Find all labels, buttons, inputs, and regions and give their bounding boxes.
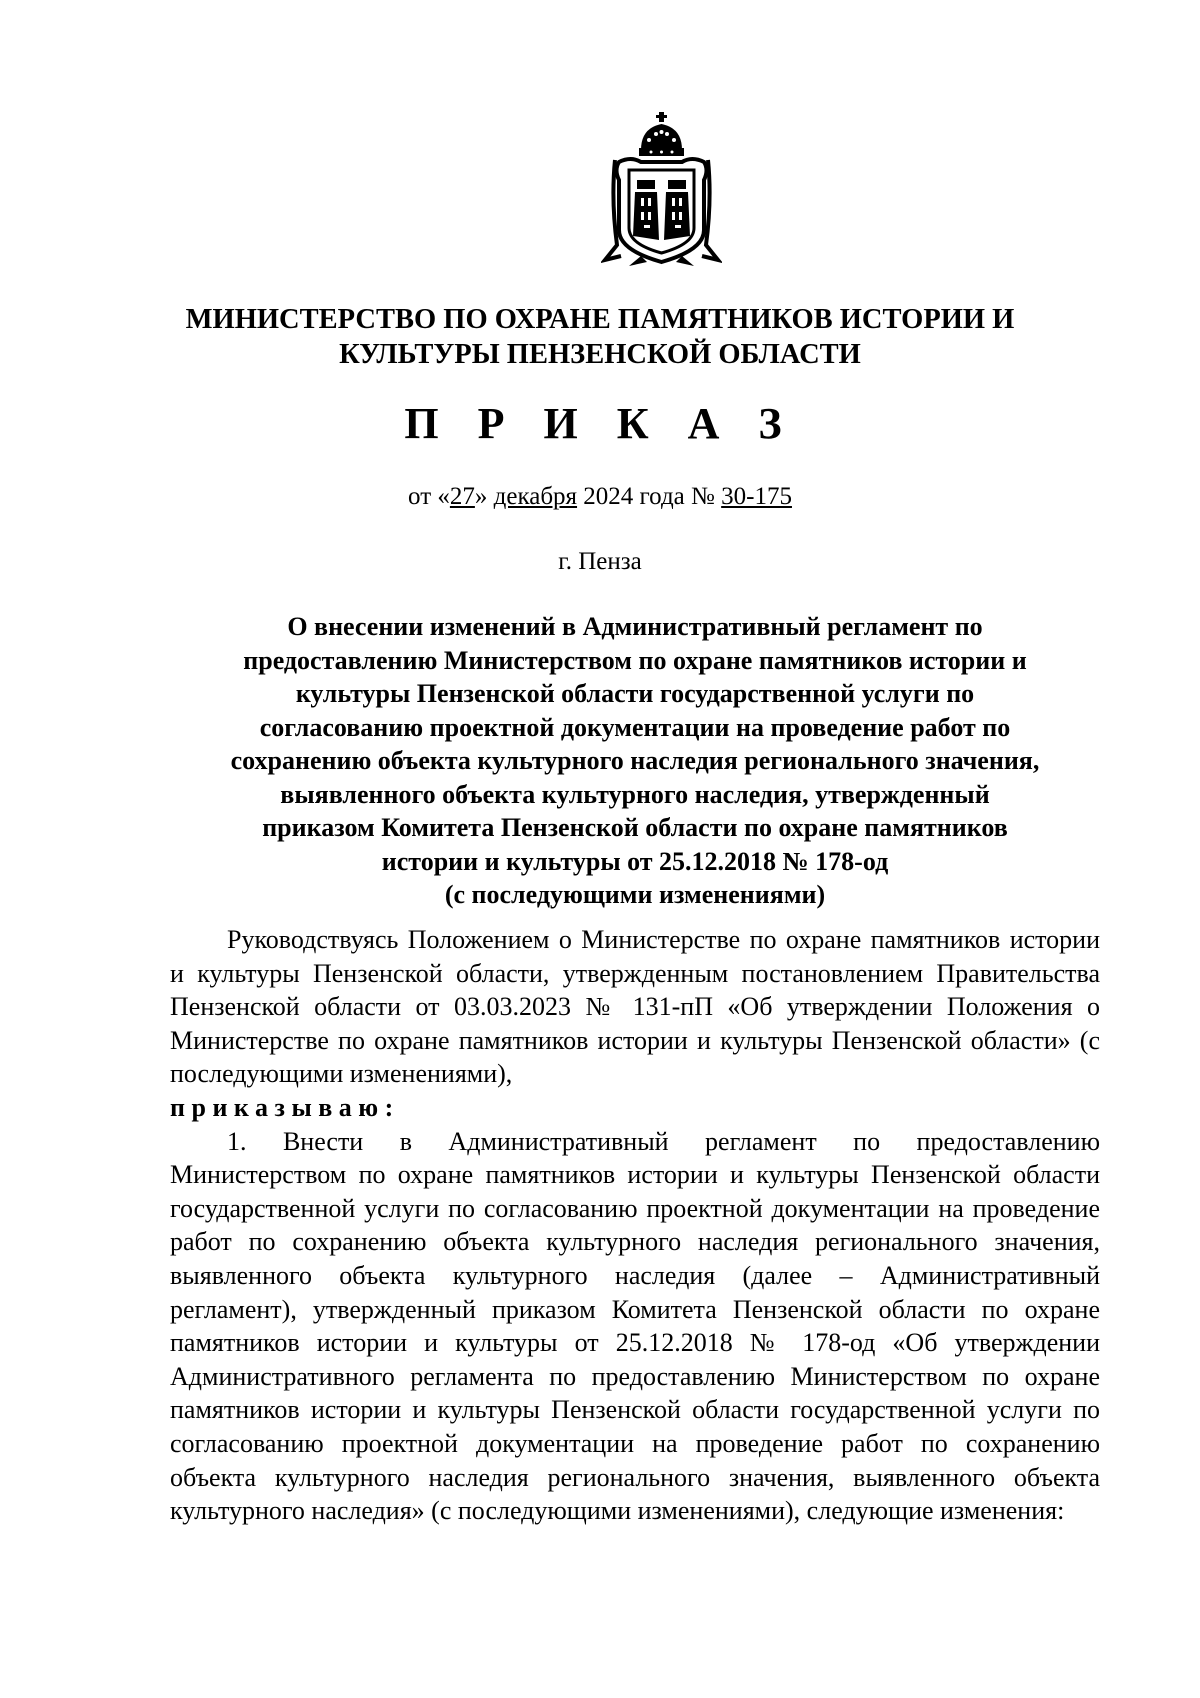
subject-line: (с последующими изменениями)	[444, 880, 826, 909]
order-body	[170, 923, 1100, 1528]
subject-line: предоставлению Министерством по охране памятников истории и	[243, 645, 1027, 675]
city: г. Пенза	[558, 548, 642, 575]
order-year: 2024 года №	[577, 483, 722, 510]
subject-line: культуры Пензенской области государственной услуги по	[295, 679, 975, 708]
penza-coat-of-arms-icon	[601, 110, 722, 270]
preamble-paragraph: Руководствуясь Положением о Министерстве по охране памятников истории и культуры Пензенской области, утвержденным постановлением Правительства Пензенской области от 03.03.2023 № 131-пП «Об утверждении Положения о Министерстве по охране памятников истории и культуры Пензенской области» (с последующими изменениями),	[170, 925, 1100, 1089]
order-subject	[170, 610, 1100, 912]
ministry-name	[150, 302, 1050, 372]
order-date-line	[150, 483, 1050, 511]
order-number: 30-175	[721, 483, 792, 510]
subject-line: согласованию проектной документации на проведение работ по	[259, 712, 1011, 742]
subject-line: сохранению объекта культурного наследия регионального значения,	[230, 746, 1040, 775]
date-mid: »	[474, 483, 494, 510]
subject-line: приказом Комитета Пензенской области по охране памятников	[262, 813, 1008, 842]
ministry-line-1: МИНИСТЕРСТВО ПО ОХРАНЕ ПАМЯТНИКОВ ИСТОРИИ И	[185, 304, 1015, 335]
order-title: П Р И К А З	[404, 399, 796, 448]
subject-line: истории и культуры от 25.12.2018 № 178-од	[381, 846, 889, 876]
order-month: декабря	[493, 483, 578, 510]
item-1-paragraph: 1. Внести в Административный регламент по предоставлению Министерством по охране памятников истории и культуры Пензенской области государственной услуги по согласованию проектной документации на проведение работ по сохранению объекта культурного наследия регионального значения, выявленного объекта культурного наследия (далее – Административный регламент), утвержденный приказом Комитета Пензенской области по охране памятников истории и культуры от 25.12.2018 № 178-од «Об утверждении Административного регламента по предоставлению Министерством по охране памятников истории и культуры Пензенской области государственной услуги по согласованию проектной документации на проведение работ по сохранению объекта культурного наследия регионального значения, выявленного объекта культурного наследия» (с последующими изменениями), следующие изменения:	[170, 1126, 1100, 1526]
order-day: 27	[449, 483, 475, 510]
subject-line: О внесении изменений в Административный регламент по	[287, 612, 983, 641]
date-prefix: от «	[408, 483, 450, 510]
order-directive-word: приказываю:	[170, 1092, 400, 1122]
subject-line: выявленного объекта культурного наследия, утвержденный	[280, 779, 990, 809]
ministry-line-2: КУЛЬТУРЫ ПЕНЗЕНСКОЙ ОБЛАСТИ	[339, 339, 861, 370]
